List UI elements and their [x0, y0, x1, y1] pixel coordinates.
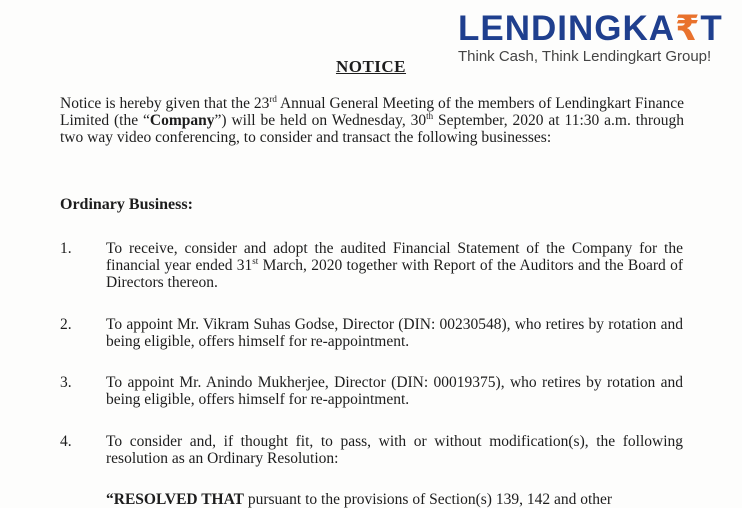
item-3-text: To appoint Mr. Anindo Mukherjee, Director (DIN: 00019375), who retires by rotation and being eligible, offers himself for re-appointment.	[106, 374, 683, 408]
item-3-number: 3.	[60, 374, 72, 391]
item-2-number: 2.	[60, 316, 72, 333]
logo-word-left: LENDINGKA	[458, 9, 676, 48]
intro-text-3: ”) will be held on Wednesday,	[214, 112, 411, 129]
logo-tagline: Think Cash, Think Lendingkart Group!	[458, 48, 712, 65]
agm-ordinal-suffix: rd	[269, 93, 277, 104]
item-4-number: 4.	[60, 433, 72, 450]
meeting-day: 30	[410, 112, 427, 129]
item-1-text-a: To receive, consider and adopt the audited Financial Statement of the Company for the financial year ended 31	[106, 240, 683, 274]
logo-wordmark	[458, 10, 734, 48]
intro-text-4: September, 2020 at 11:30 a.m. through two way video conferencing, to consider and transact the following businesses:	[60, 112, 684, 146]
intro-text-1: Notice is hereby given that the	[60, 95, 254, 112]
logo-word-right: T	[700, 9, 723, 48]
item-1-text-b: March, 2020 together with Report of the Auditors and the Board of Directors thereon.	[106, 257, 683, 291]
item-1-sup: st	[252, 255, 259, 266]
item-4-text: To consider and, if thought fit, to pass, with or without modification(s), the following resolution as an Ordinary Resolution:	[106, 433, 683, 467]
resolution-rest: pursuant to the provisions of Section(s) 139, 142 and other	[243, 491, 613, 508]
item-1-text	[106, 240, 683, 291]
resolved-that: “RESOLVED THAT	[106, 491, 244, 508]
agm-ordinal: 23	[253, 95, 270, 112]
intro-paragraph	[60, 95, 684, 146]
notice-title: NOTICE	[335, 57, 407, 76]
item-1-number: 1.	[60, 240, 72, 257]
company-term: Company	[149, 112, 215, 129]
meeting-day-suffix: th	[426, 110, 434, 121]
intro-text-2: Annual General Meeting of the members of Lendingkart Finance Limited (the “	[60, 95, 684, 129]
rupee-icon: ₹	[675, 9, 701, 48]
item-2-text: To appoint Mr. Vikram Suhas Godse, Director (DIN: 00230548), who retires by rotation and being eligible, offers himself for re-appointment.	[106, 316, 683, 350]
ordinary-business-heading: Ordinary Business:	[60, 196, 193, 213]
resolution-text	[106, 491, 683, 508]
